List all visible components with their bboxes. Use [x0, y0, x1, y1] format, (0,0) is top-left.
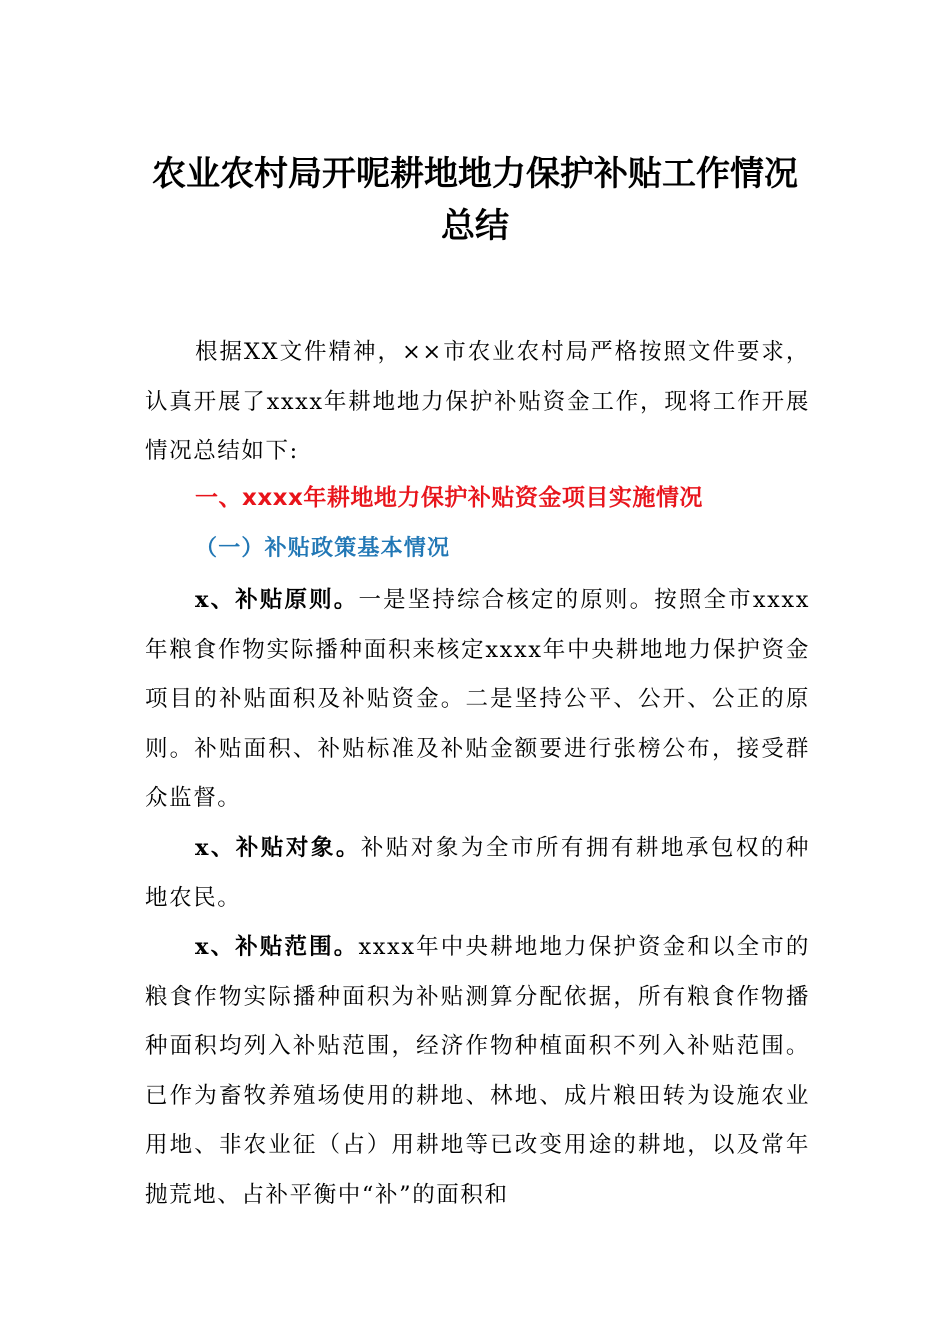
document-title: 农业农村局开呢耕地地力保护补贴工作情况总结	[152, 154, 798, 246]
paragraph-text: xxxx年中央耕地地力保护资金和以全市的粮食作物实际播种面积为补贴测算分配依据，所有粮食作物播种面积均列入补贴范围，经济作物种植面积不列入补贴范围。已作为畜牧养殖场使用的耕地、林地、成片粮田转为设施农业用地、非农业征（占）用耕地等已改变用途的耕地，以及常年抛荒地、占补平衡中“补”的面积和	[145, 934, 810, 1208]
section-heading: 一、xxxx年耕地地力保护补贴资金项目实施情况	[195, 485, 703, 511]
paragraph-subsidy-principle	[145, 576, 810, 824]
paragraph-lead: x、补贴原则。	[195, 587, 359, 613]
paragraph-text: 补贴对象为全市所有拥有耕地承包权的种地农民。	[145, 835, 810, 911]
intro-paragraph: 根据XX文件精神，××市农业农村局严格按照文件要求，认真开展了xxxx年耕地地力保护补贴资金工作，现将工作开展情况总结如下:	[145, 339, 810, 464]
paragraph-text: 一是坚持综合核定的原则。按照全市xxxx年粮食作物实际播种面积来核定xxxx年中央耕地地力保护资金项目的补贴面积及补贴资金。二是坚持公平、公开、公正的原则。补贴面积、补贴标准及补贴金额要进行张榜公布，接受群众监督。	[145, 587, 810, 811]
subsection-heading: （一）补贴政策基本情况	[195, 535, 451, 561]
paragraph-subsidy-target	[145, 824, 810, 923]
paragraph-lead: x、补贴对象。	[195, 835, 361, 861]
paragraph-subsidy-scope	[145, 923, 810, 1220]
paragraph-lead: x、补贴范围。	[195, 934, 359, 960]
